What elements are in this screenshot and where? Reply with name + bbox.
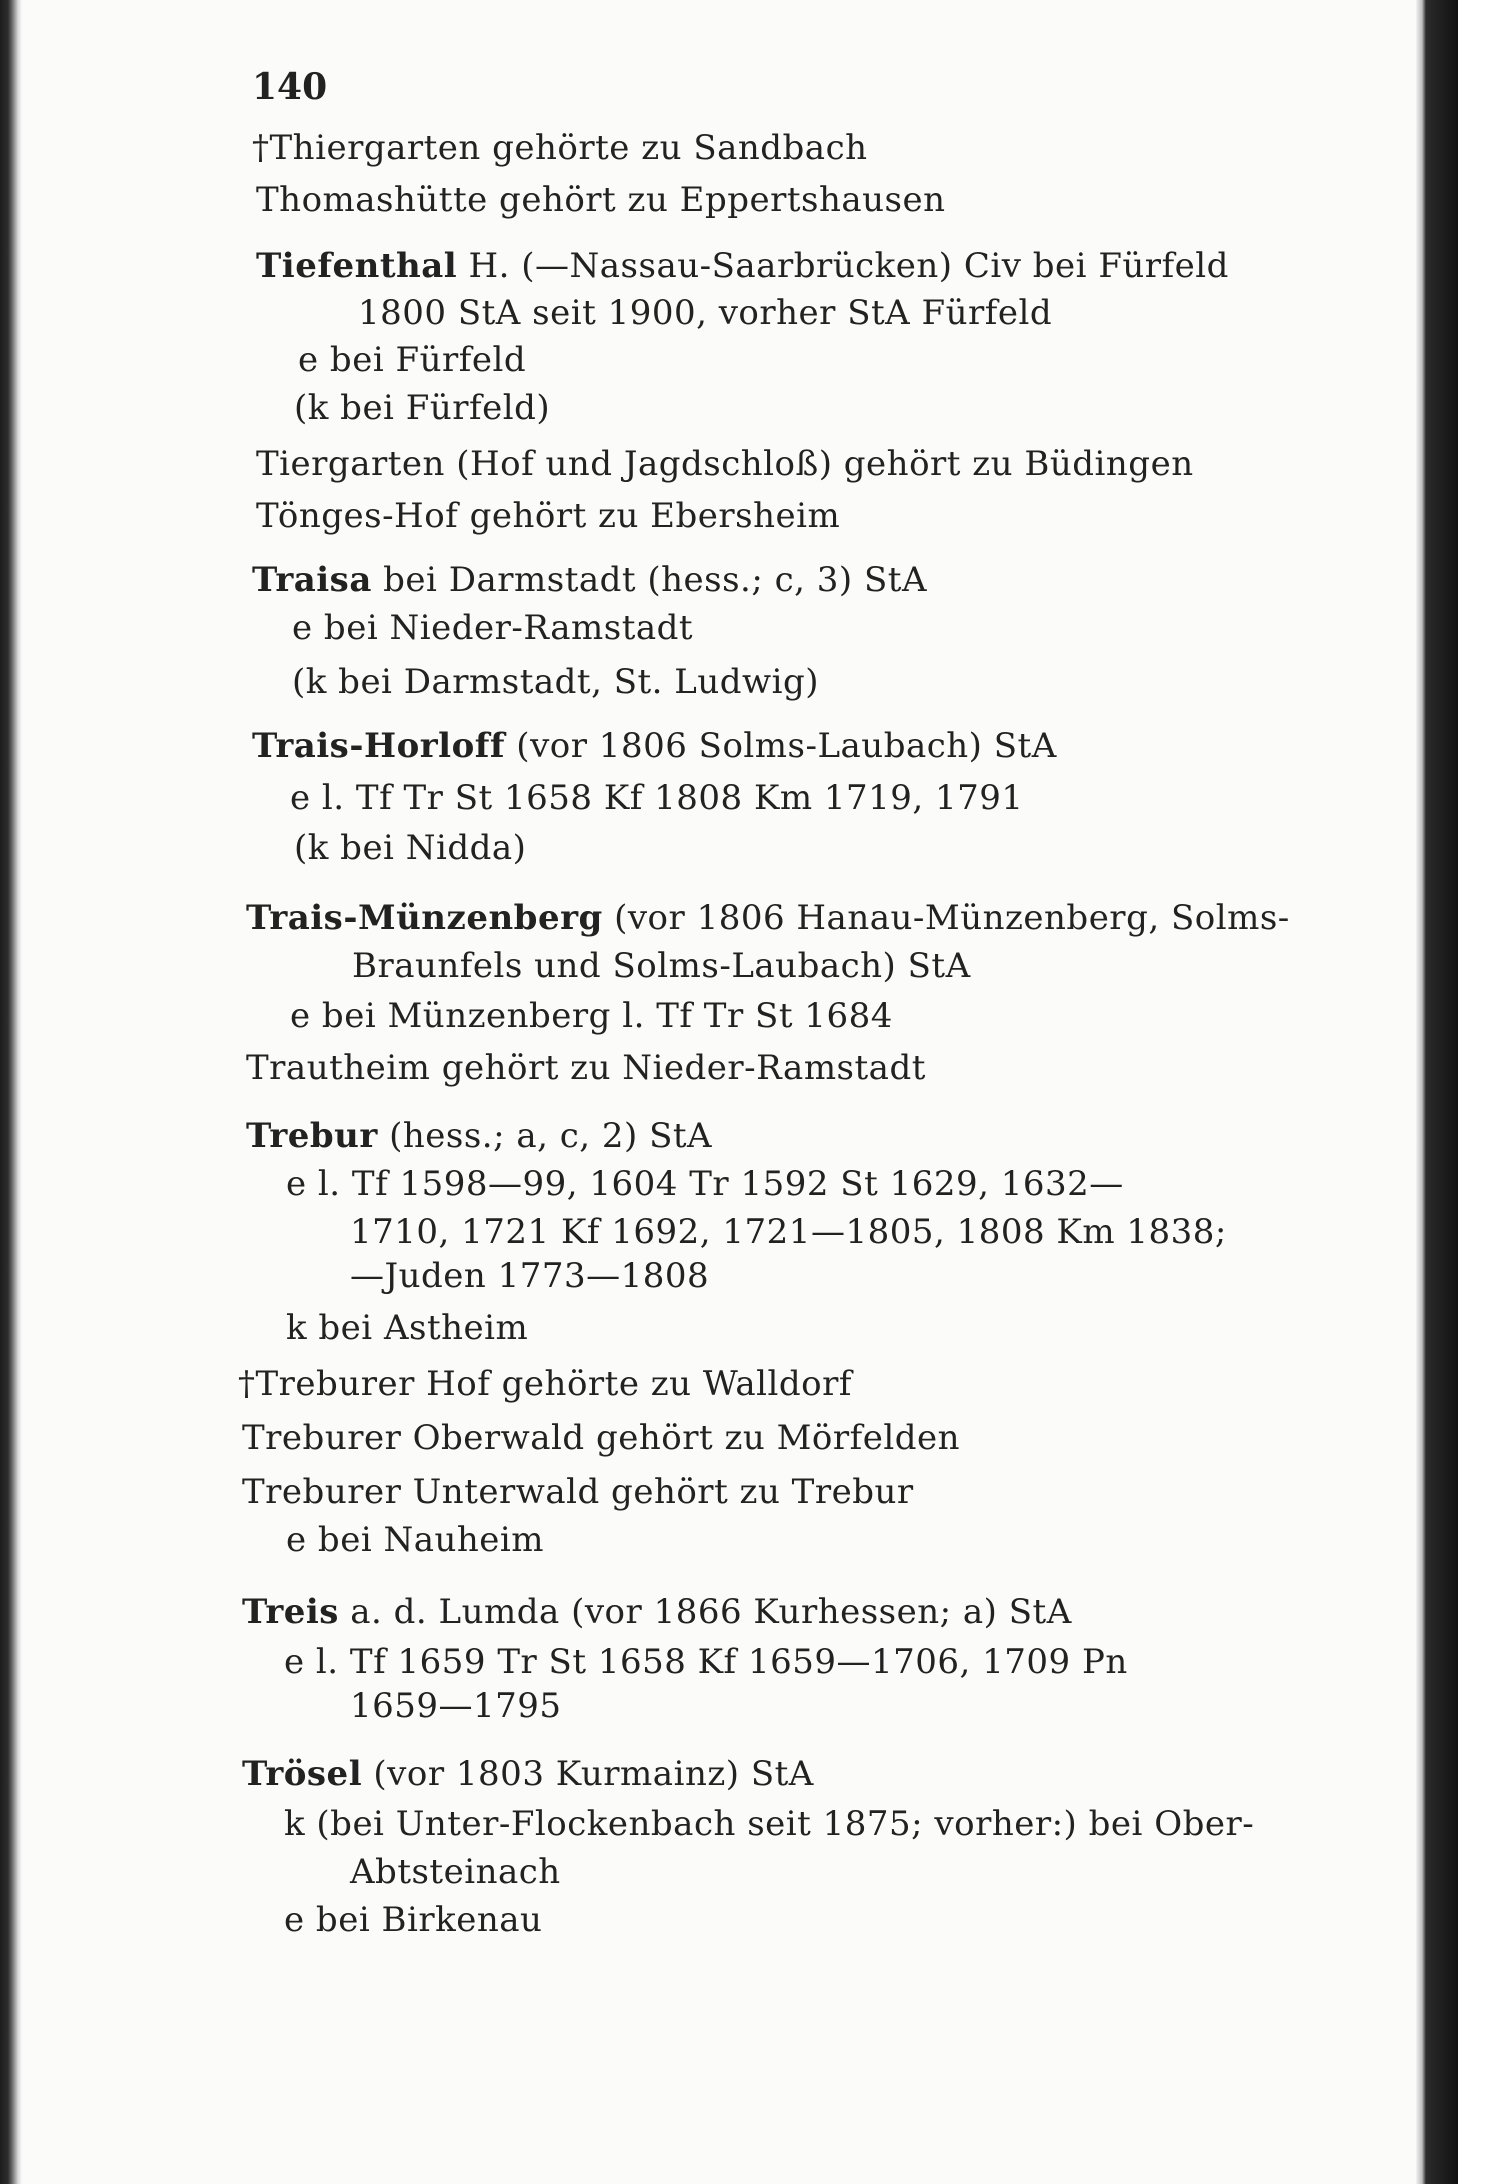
entry-line [292,606,693,650]
entry-line [286,1518,544,1562]
entry-text: bei Darmstadt (hess.; c, 3) StA [371,560,927,600]
entry-text: —Juden 1773—1808 [350,1256,710,1296]
entry-headword: Tiefenthal [256,246,458,286]
book-spine-shadow [0,0,22,2184]
entry-line [256,178,946,222]
entry-line [298,338,526,382]
entry-line [246,1046,926,1090]
entry-headword: Traisa [252,560,372,600]
page-edge-shadow [1416,0,1458,2184]
entry-headword-line [242,1752,814,1796]
entry-headword-line [252,558,927,602]
entry-headword-line [252,724,1057,768]
entry-headword: Trebur [246,1116,378,1156]
entry-line [352,944,971,988]
entry-line [350,1684,562,1728]
entry-line [242,1416,960,1460]
entry-text: Thomashütte gehört zu Eppertshausen [256,180,946,220]
entry-text: a. d. Lumda (vor 1866 Kurhessen; a) StA [338,1592,1072,1632]
entry-text: 1710, 1721 Kf 1692, 1721—1805, 1808 Km 1838; [350,1212,1227,1252]
entry-text: k (bei Unter-Flockenbach seit 1875; vorher:) bei Ober- [284,1804,1255,1844]
entry-line [290,776,1024,820]
entry-text: (vor 1803 Kurmainz) StA [362,1754,814,1794]
entry-text: (vor 1806 Hanau-Münzenberg, Solms- [602,898,1290,938]
entry-line [290,994,893,1038]
entry-headword: Trais-Münzenberg [246,898,603,938]
entry-text: Treburer Unterwald gehört zu Trebur [242,1472,914,1512]
entry-text: Tiergarten (Hof und Jagdschloß) gehört zu Büdingen [256,444,1194,484]
entry-text: e bei Birkenau [284,1900,543,1940]
entry-line [286,1306,528,1350]
entry-headword-line [246,1114,712,1158]
entry-line [284,1802,1254,1846]
entry-text: e bei Nauheim [286,1520,545,1560]
entry-line [252,126,868,170]
entry-line [350,1254,709,1298]
entry-headword: Treis [242,1592,339,1632]
entry-text: (k bei Fürfeld) [294,388,551,428]
entry-line [242,1470,914,1514]
entry-headword-line [242,1590,1072,1634]
entry-headword-line [246,896,1290,940]
entry-text: (hess.; a, c, 2) StA [377,1116,713,1156]
entry-text: (k bei Darmstadt, St. Ludwig) [292,662,820,702]
entry-line [286,1162,1124,1206]
entry-text: e l. Tf Tr St 1658 Kf 1808 Km 1719, 1791 [290,778,1024,818]
entry-text: e bei Münzenberg l. Tf Tr St 1684 [290,996,893,1036]
entry-text: e bei Fürfeld [298,340,527,380]
entry-line [294,826,526,870]
entry-text: Braunfels und Solms-Laubach) StA [352,946,971,986]
page-number: 140 [252,66,328,108]
entry-text: 1800 StA seit 1900, vorher StA Fürfeld [358,293,1053,333]
entry-text: Treburer Oberwald gehört zu Mörfelden [242,1418,960,1458]
entry-text: 1659—1795 [350,1686,562,1726]
entry-line [256,494,840,538]
entry-headword: Trösel [242,1754,363,1794]
entry-text: Abtsteinach [350,1852,561,1892]
entry-line [350,1210,1227,1254]
entry-text: e l. Tf 1659 Tr St 1658 Kf 1659—1706, 1709 Pn [284,1642,1128,1682]
entry-text: e l. Tf 1598—99, 1604 Tr 1592 St 1629, 1632— [286,1164,1124,1204]
entry-line [350,1850,561,1894]
entry-line [358,291,1052,335]
entry-line [256,442,1194,486]
entry-line [238,1362,852,1406]
entry-headword: Trais-Horloff [252,726,505,766]
entry-text: H. (—Nassau-Saarbrücken) Civ bei Fürfeld [457,246,1229,286]
entry-headword-line [256,244,1229,288]
entry-text: †Thiergarten gehörte zu Sandbach [252,128,868,168]
entry-text: (k bei Nidda) [294,828,527,868]
entry-text: k bei Astheim [286,1308,529,1348]
entry-line [284,1898,542,1942]
entry-text: e bei Nieder-Ramstadt [292,608,694,648]
entry-line [292,660,819,704]
entry-line [294,386,550,430]
entry-line [284,1640,1128,1684]
entry-text: †Treburer Hof gehörte zu Walldorf [238,1364,852,1404]
entry-text: (vor 1806 Solms-Laubach) StA [505,726,1057,766]
entry-text: Trautheim gehört zu Nieder-Ramstadt [246,1048,926,1088]
entry-text: Tönges-Hof gehört zu Ebersheim [256,496,841,536]
